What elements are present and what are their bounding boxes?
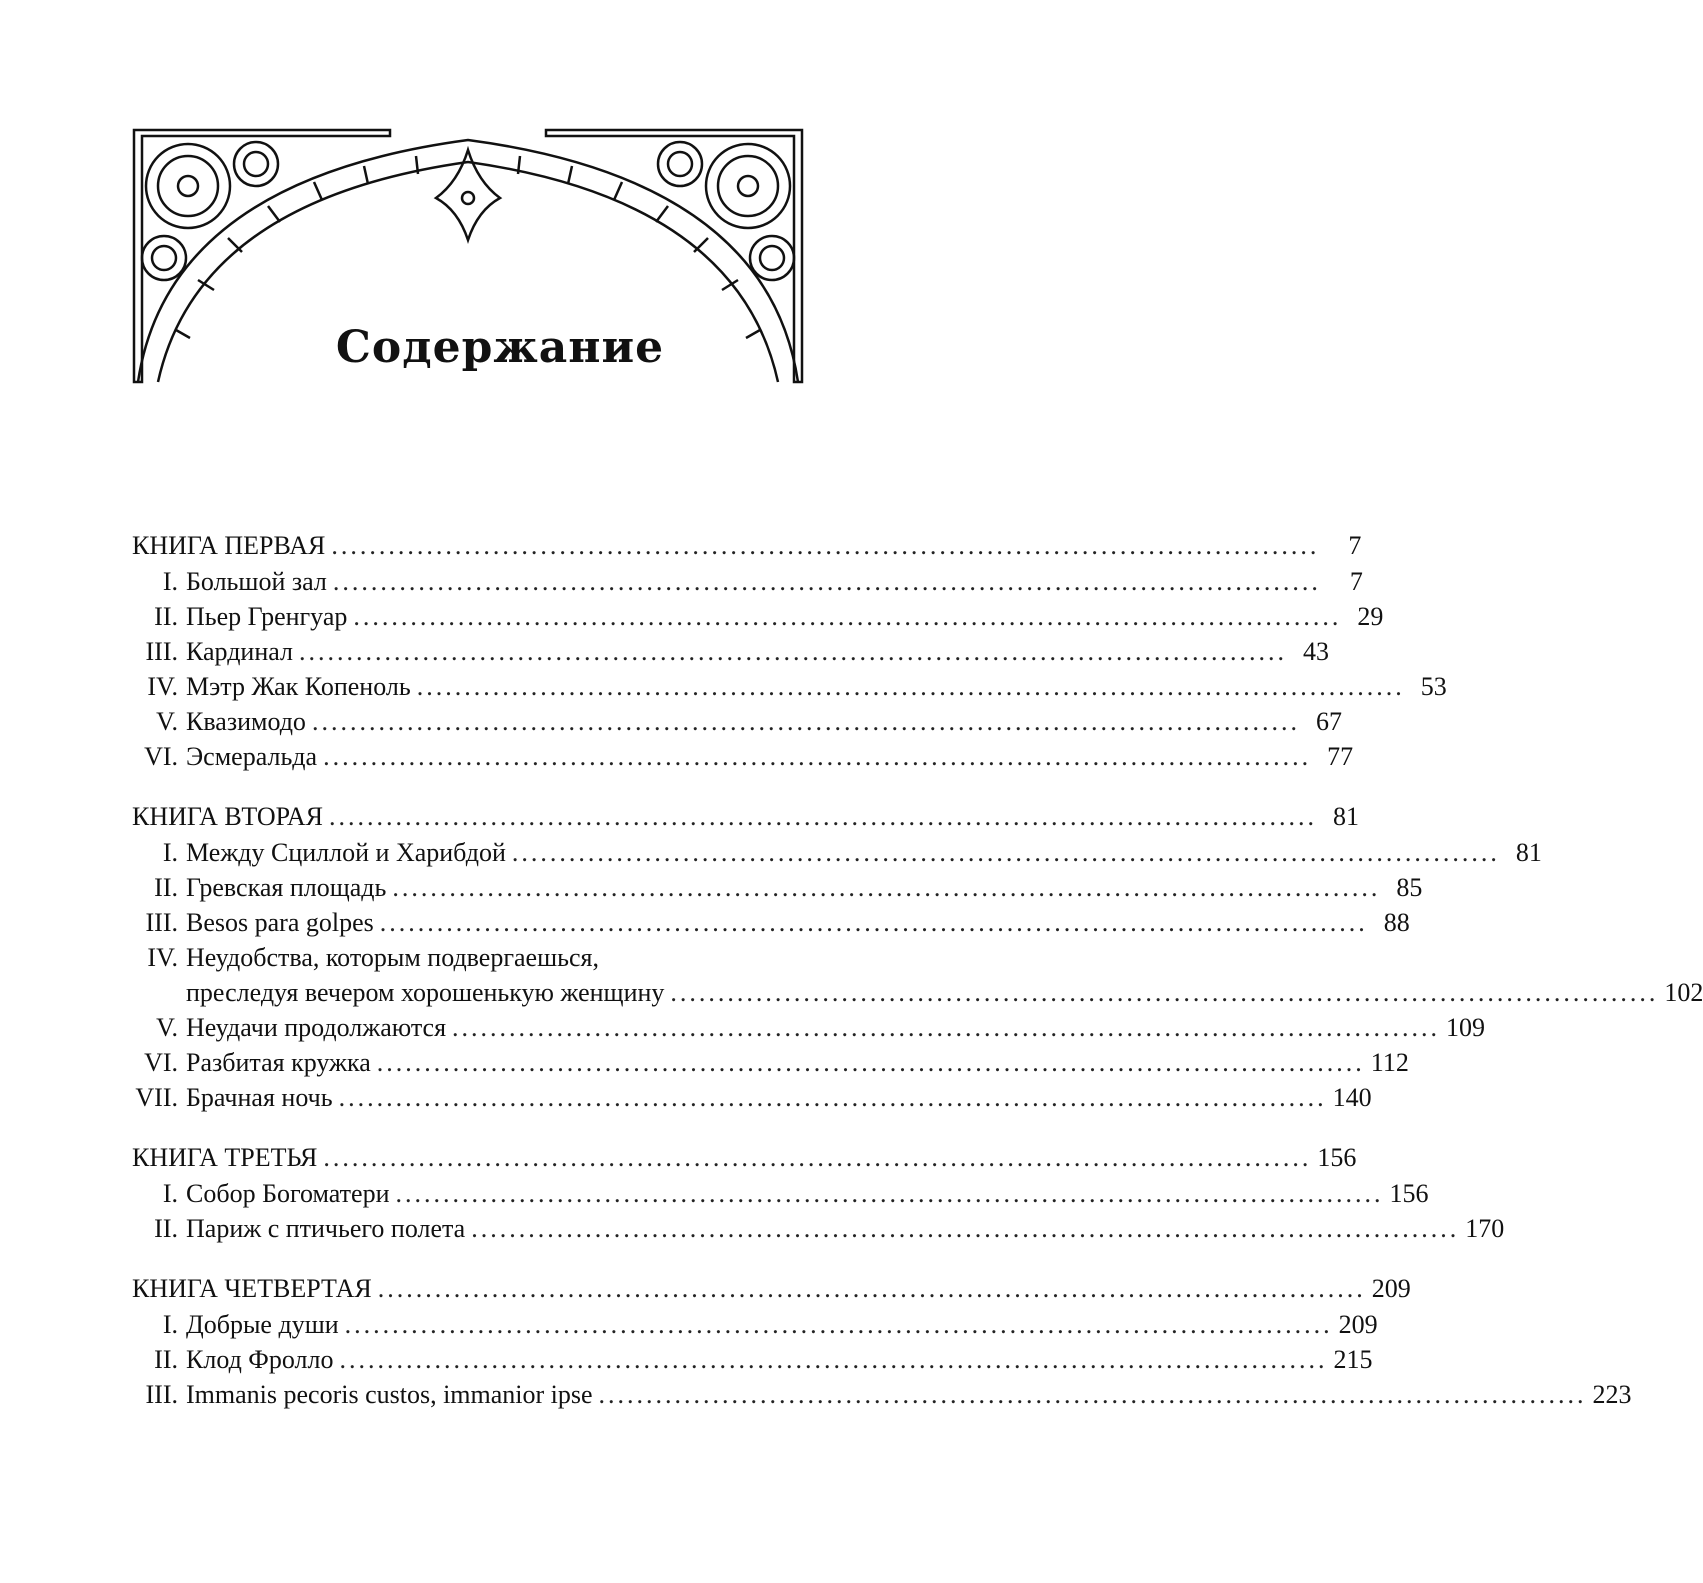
page-title: Содержание xyxy=(335,322,665,373)
toc-chapter-numeral: III. xyxy=(145,1380,178,1409)
toc-leader-dots: ........................................................................................................ xyxy=(339,1345,1328,1374)
toc-leader-dots: ........................................................................................................ xyxy=(331,531,1320,560)
toc-page-number: 77 xyxy=(1327,742,1354,771)
toc-book-heading[interactable] xyxy=(132,528,1362,564)
toc-chapter-title: Неудобства, которым подвергаешься, xyxy=(186,943,599,972)
toc-chapter-row[interactable] xyxy=(132,1211,1505,1246)
toc-leader-dots: ........................................................................................................ xyxy=(323,742,1312,771)
toc-chapter-title: Клод Фролло xyxy=(186,1345,334,1374)
toc-chapter-row[interactable] xyxy=(132,564,1363,599)
toc-chapter-numeral: II. xyxy=(154,1214,178,1243)
toc-page-number: 29 xyxy=(1357,602,1384,631)
toc-chapter-title: Неудачи продолжаются xyxy=(186,1013,447,1042)
toc-book xyxy=(132,528,1447,774)
toc-chapter-numeral: V. xyxy=(156,707,178,736)
toc-page-number: 156 xyxy=(1317,1143,1357,1172)
toc-page-number: 112 xyxy=(1370,1048,1409,1077)
toc-chapter-title: Кардинал xyxy=(186,637,293,666)
toc-chapter-title: Между Сциллой и Харибдой xyxy=(186,838,506,867)
toc-page-number: 140 xyxy=(1332,1083,1372,1112)
toc-page-number: 67 xyxy=(1315,707,1342,736)
toc-chapter-numeral: I. xyxy=(162,1310,178,1339)
toc-leader-dots: ........................................................................................................ xyxy=(323,1143,1312,1172)
toc-chapter-row[interactable] xyxy=(132,1342,1373,1377)
toc-leader-dots: ........................................................................................................ xyxy=(452,1013,1441,1042)
toc-book xyxy=(132,799,1703,1115)
toc-leader-dots: ........................................................................................................ xyxy=(299,637,1287,666)
toc-chapter-title: Immanis pecoris custos, immanior ipse xyxy=(186,1380,593,1409)
toc-leader-dots: ........................................................................................................ xyxy=(353,602,1342,631)
toc-leader-dots: ........................................................................................................ xyxy=(311,707,1300,736)
toc-chapter-numeral: IV. xyxy=(147,672,178,701)
toc-leader-dots: ........................................................................................................ xyxy=(392,873,1381,902)
toc-chapter-numeral: I. xyxy=(162,1179,178,1208)
toc-book-title: КНИГА ТРЕТЬЯ xyxy=(132,1143,318,1172)
toc-page-number: 53 xyxy=(1420,672,1447,701)
toc-chapter-row[interactable] xyxy=(132,1307,1378,1342)
toc-leader-dots: ........................................................................................................ xyxy=(332,567,1321,596)
toc-chapter-row[interactable] xyxy=(132,905,1410,940)
toc-page-number: 85 xyxy=(1396,873,1423,902)
toc-chapter-title: Эсмеральда xyxy=(186,742,318,771)
toc-chapter-title: Квазимодо xyxy=(186,707,306,736)
toc-page-number: 7 xyxy=(1349,567,1363,596)
toc-chapter-title: Пьер Гренгуар xyxy=(186,602,348,631)
toc-book-title: КНИГА ЧЕТВЕРТАЯ xyxy=(132,1274,372,1303)
toc-page-number: 209 xyxy=(1371,1274,1411,1303)
toc-book-heading[interactable] xyxy=(132,1271,1411,1307)
toc-chapter-title: Париж с птичьего полета xyxy=(186,1214,466,1243)
toc-chapter-numeral: II. xyxy=(154,873,178,902)
toc-chapter-row[interactable] xyxy=(132,669,1447,704)
toc-chapter-row-continuation[interactable] xyxy=(132,975,1703,1010)
toc-page-number: 102 xyxy=(1664,978,1703,1007)
toc-page-number: 223 xyxy=(1592,1380,1632,1409)
toc-book-heading[interactable] xyxy=(132,799,1359,835)
toc-chapter-row[interactable] xyxy=(132,599,1384,634)
toc-chapter-numeral: II. xyxy=(154,602,178,631)
toc-chapter-row[interactable] xyxy=(132,704,1342,739)
toc-chapter-numeral: II. xyxy=(154,1345,178,1374)
toc-chapter-numeral: VI. xyxy=(144,742,178,771)
toc-page-number: 81 xyxy=(1332,802,1359,831)
toc-leader-dots: ........................................................................................................ xyxy=(377,1274,1366,1303)
toc-chapter-row[interactable] xyxy=(132,1080,1372,1115)
toc-page-number: 215 xyxy=(1333,1345,1373,1374)
toc-chapter-numeral: V. xyxy=(156,1013,178,1042)
toc-chapter-title: Мэтр Жак Копеноль xyxy=(186,672,411,701)
toc-leader-dots: ........................................................................................................ xyxy=(395,1179,1384,1208)
toc-chapter-title: Большой зал xyxy=(186,567,327,596)
toc-leader-dots: ........................................................................................................ xyxy=(471,1214,1460,1243)
toc-chapter-numeral: IV. xyxy=(147,943,178,972)
toc-book-title: КНИГА ВТОРАЯ xyxy=(132,802,323,831)
toc-chapter-row[interactable] xyxy=(132,1377,1632,1412)
toc-page-number: 156 xyxy=(1389,1179,1429,1208)
toc-leader-dots: ........................................................................................................ xyxy=(511,838,1500,867)
toc-leader-dots: ........................................................................................................ xyxy=(338,1083,1327,1112)
toc-page-number: 88 xyxy=(1383,908,1410,937)
toc-chapter-numeral: I. xyxy=(162,567,178,596)
toc-page-number: 7 xyxy=(1348,531,1362,560)
toc-book-heading[interactable] xyxy=(132,1140,1357,1176)
toc-chapter-row[interactable] xyxy=(132,634,1329,669)
toc-chapter-numeral: III. xyxy=(145,908,178,937)
toc-chapter-title-continued: преследуя вечером хорошенькую женщину xyxy=(186,978,665,1007)
toc-book xyxy=(132,1271,1632,1412)
toc-chapter-title: Besos para golpes xyxy=(186,908,374,937)
toc-chapter-title: Гревская площадь xyxy=(186,873,387,902)
toc-chapter-row[interactable] xyxy=(132,1176,1429,1211)
toc-book-title: КНИГА ПЕРВАЯ xyxy=(132,531,326,560)
toc-chapter-title: Добрые души xyxy=(186,1310,339,1339)
toc-page-number: 81 xyxy=(1515,838,1542,867)
toc-chapter-row[interactable] xyxy=(132,1045,1409,1080)
toc-chapter-title: Брачная ночь xyxy=(186,1083,333,1112)
toc-page-number: 109 xyxy=(1446,1013,1486,1042)
toc-leader-dots: ........................................................................................................ xyxy=(328,802,1317,831)
toc-page-number: 209 xyxy=(1338,1310,1378,1339)
toc-chapter-title: Разбитая кружка xyxy=(186,1048,371,1077)
toc-chapter-numeral: I. xyxy=(162,838,178,867)
toc-chapter-row[interactable] xyxy=(132,940,802,975)
toc-chapter-numeral: VII. xyxy=(135,1083,178,1112)
toc-page-number: 170 xyxy=(1465,1214,1505,1243)
table-of-contents xyxy=(132,528,1703,1437)
toc-chapter-numeral: III. xyxy=(145,637,178,666)
toc-chapter-row[interactable] xyxy=(132,739,1354,774)
toc-chapter-numeral: VI. xyxy=(144,1048,178,1077)
toc-leader-dots: ........................................................................................................ xyxy=(344,1310,1333,1339)
toc-leader-dots: ........................................................................................................ xyxy=(598,1380,1587,1409)
toc-chapter-row[interactable] xyxy=(132,835,1542,870)
toc-chapter-row[interactable] xyxy=(132,1010,1486,1045)
toc-page-number: 43 xyxy=(1303,637,1329,666)
toc-chapter-title: Собор Богоматери xyxy=(186,1179,390,1208)
toc-chapter-row[interactable] xyxy=(132,870,1423,905)
toc-leader-dots: ........................................................................................................ xyxy=(379,908,1368,937)
toc-leader-dots: ........................................................................................................ xyxy=(670,978,1659,1007)
toc-leader-dots: ........................................................................................................ xyxy=(376,1048,1365,1077)
toc-book xyxy=(132,1140,1505,1246)
toc-leader-dots: ........................................................................................................ xyxy=(416,672,1405,701)
